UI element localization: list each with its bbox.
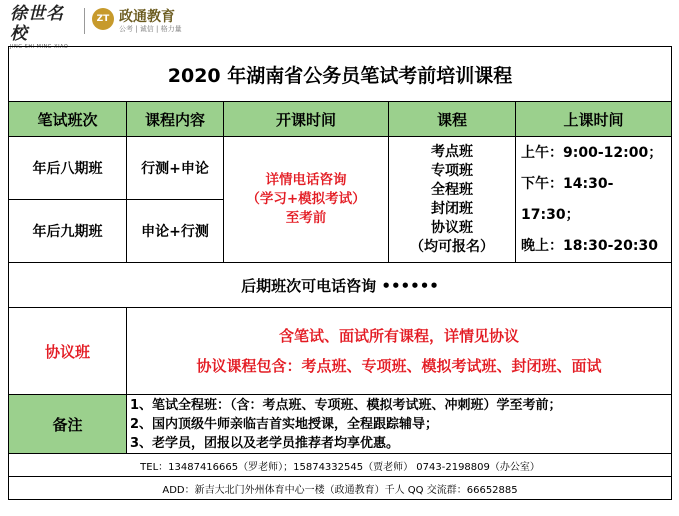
course-item: 封闭班 <box>431 200 473 217</box>
course-item: 专项班 <box>431 162 473 179</box>
agreement-row <box>9 308 672 395</box>
agreement-line: 含笔试、面试所有课程，详情见协议 <box>279 327 520 345</box>
course-item: 全程班 <box>431 181 473 198</box>
class-content: 行测+申论 <box>127 137 224 200</box>
note-item: 2、国内顶级牛师亲临吉首实地授课，全程跟踪辅导； <box>130 416 439 432</box>
class-name: 年后九期班 <box>9 200 127 263</box>
header-class-time: 上课时间 <box>516 102 672 137</box>
class-name: 年后八期班 <box>9 137 127 200</box>
note-item: 3、老学员，团报以及老学员推荐者均享优惠。 <box>130 435 400 451</box>
courses-cell <box>389 137 516 263</box>
brand-name: 政通教育 <box>119 9 175 25</box>
header-course: 课程 <box>389 102 516 137</box>
logo-divider <box>84 8 85 34</box>
time-afternoon: 下午：14:30-17:30； <box>521 175 614 223</box>
header-class: 笔试班次 <box>9 102 127 137</box>
course-item: 协议班 <box>431 219 473 236</box>
contact-tel: TEL：13487416665（罗老师）；15874332545（贾老师） 0743-2198809（办公室） <box>9 454 672 477</box>
header-start-time: 开课时间 <box>224 102 389 137</box>
time-morning: 上午：9:00-12:00； <box>521 144 663 161</box>
agreement-line: 协议课程包含：考点班、专项班、模拟考试班、封闭班、面试 <box>196 357 602 375</box>
consult-cell <box>224 137 389 263</box>
later-classes-note: 后期班次可电话咨询 •••••• <box>9 263 672 308</box>
notes-row <box>9 395 672 454</box>
course-item: （均可报名） <box>410 238 494 255</box>
times-cell <box>516 137 672 263</box>
zt-badge-icon: ZT <box>92 8 114 30</box>
consult-line: （学习+模拟考试） <box>246 191 366 207</box>
consult-line: 详情电话咨询 <box>265 172 347 188</box>
brand-slogan: 公考 | 诚信 | 格力量 <box>119 25 182 33</box>
class-content: 申论+行测 <box>127 200 224 263</box>
course-table <box>8 46 672 500</box>
notes-cell <box>127 395 672 454</box>
notes-label: 备注 <box>9 395 127 454</box>
page-title: 2020 年湖南省公务员笔试考前培训课程 <box>9 47 672 102</box>
note-item: 1、笔试全程班：（含：考点班、专项班、模拟考试班、冲刺班）学至考前； <box>130 397 562 413</box>
logo-bar <box>0 0 679 50</box>
agreement-cell <box>127 308 672 395</box>
agreement-label: 协议班 <box>9 308 127 395</box>
brand-logo-script: 徐世名校 <box>10 4 64 44</box>
contact-address: ADD：新吉大北门外州体育中心一楼（政通教育）千人 QQ 交流群：66652885 <box>9 477 672 500</box>
brand-logo-sub: JING SHI MING XIAO <box>10 44 69 50</box>
header-content: 课程内容 <box>127 102 224 137</box>
time-evening: 晚上：18:30-20:30 <box>521 237 658 254</box>
table-row <box>9 137 672 200</box>
course-item: 考点班 <box>431 143 473 160</box>
brand-logo-jingshi <box>10 4 80 50</box>
header-row <box>9 102 672 137</box>
consult-line: 至考前 <box>285 210 327 226</box>
